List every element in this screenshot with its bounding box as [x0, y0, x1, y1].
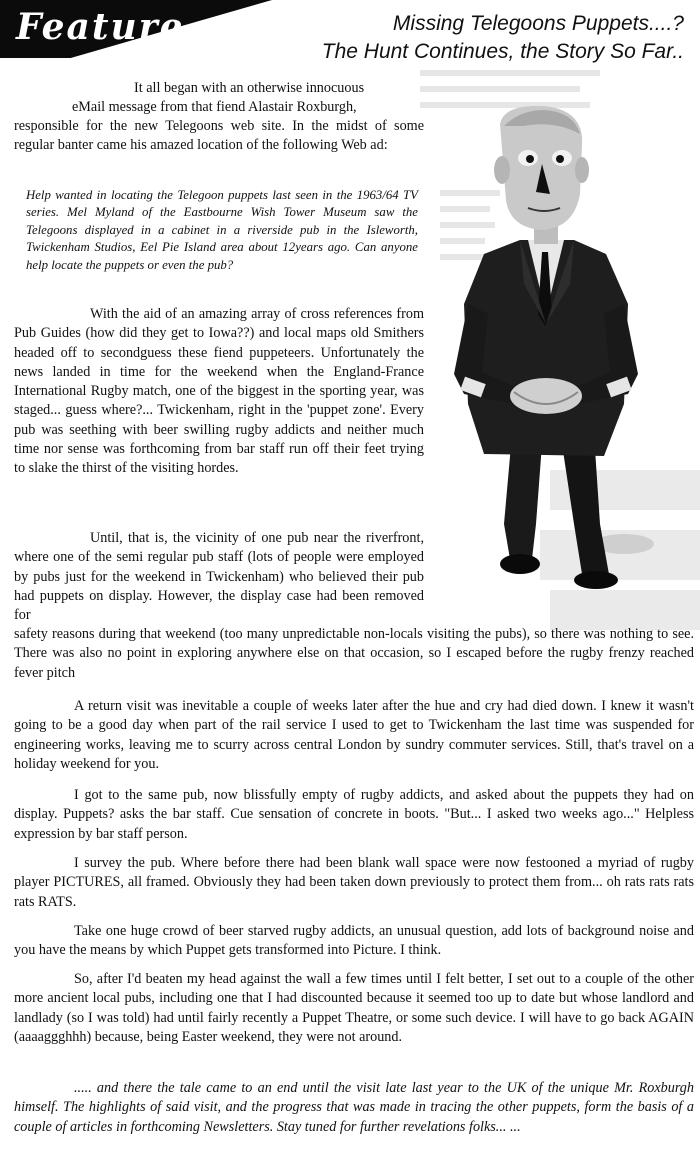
- article-headline: [264, 10, 684, 66]
- headline-line-2: The Hunt Continues, the Story So Far..: [321, 40, 684, 63]
- web-ad-quote: Help wanted in locating the Telegoon puppets last seen in the 1963/64 TV series. Mel Myland of the Eastbourne Wish Tower Museum saw the Telegoons displayed in a cabinet in a riverside pub in the Isleworth, Twickenham Studios, Eel Pie Island area about 12years ago. Can anyone help locate the puppets or even the pub?: [26, 188, 418, 272]
- paragraph-survey-pub: I survey the pub. Where before there had been blank wall space were now festooned a myriad of rugby player PICTURES, all framed. Obviously they had been taken down previously to protect them from... oh rats rats rats rats RATS.: [14, 855, 694, 910]
- intro-paragraph: responsible for the new Telegoons web site. In the midst of some regular banter came his amazed location of the following Web ad:: [14, 118, 424, 154]
- paragraph-return-visit: A return visit was inevitable a couple of weeks later after the hue and cry had died down. I knew it wasn't going to be a good day when part of the rail service I used to get to Twickenham the last time was suspended for engineering works, leaving me to scurry across central London by sundry commuter services. Still, that's travel on a holiday weekend for you.: [14, 698, 694, 772]
- paragraph-same-pub: I got to the same pub, now blissfully empty of rugby addicts, and asked about the puppets they had on display. Puppets? asks the bar staff. Cue sensation of concrete in boots. "But... I asked two weeks ago..." Helpless expression by bar staff person.: [14, 787, 694, 842]
- paragraph-riverfront-pub: Until, that is, the vicinity of one pub near the riverfront, where one of the semi regular pub staff (lots of people were employed by pubs just for the weekend in Twickenham) who believed their pub had puppets on display. However, the display case had been removed for: [14, 530, 424, 624]
- paragraph-ancient-pubs: So, after I'd beaten my head against the wall a few times until I felt better, I set out to a couple of the other more ancient local pubs, including one that I had discounted because it seemed too up to date but whose landlord and landlady (so I was told) had until fairly recently a Puppet Theatre, or some such device. I will have to go back AGAIN (aaaaggghhh) because, being Easter weekend, they were not around.: [14, 971, 694, 1045]
- paragraph-cross-references: With the aid of an amazing array of cross references from Pub Guides (how did they get to Iowa??) and local maps old Smithers headed off to secondguess these fiend puppeteers. Unfortunately the news landed in time for the weekend when the England-France International Rugby match, one of the biggest in the sporting year, was staged... guess where?... Twickenham, right in the 'puppet zone'. Every pub was seething with beer swilling rugby addicts and neither much time nor sense was forthcoming from bar staff run off their feet trying to slake the thirst of the visiting hordes.: [14, 306, 424, 477]
- paragraph-conclusion: ..... and there the tale came to an end until the visit late last year to the UK of the unique Mr. Roxburgh himself. The highlights of said visit, and the progress that was made in tracing the other puppets, form the basis of a couple of articles in forthcoming Newsletters. Stay tuned for further revelations folks... ...: [14, 1080, 694, 1135]
- telegoon-puppet-photo: [424, 104, 700, 592]
- paragraph-crowd: Take one huge crowd of beer starved rugby addicts, an unusual question, add lots of background noise and you have the means by which Puppet gets transformed into Picture. I think.: [14, 923, 694, 959]
- intro-line-1: It all began with an otherwise innocuous: [134, 80, 365, 96]
- intro-line-2: eMail message from that fiend Alastair Roxburgh,: [72, 99, 357, 115]
- paragraph-riverfront-pub-continued: safety reasons during that weekend (too many unpredictable non-locals visiting the pubs), so there was nothing to see. There was also no point in exploring anywhere else on that occasion, so I escaped before the rugby frenzy reached fever pitch: [14, 626, 694, 681]
- headline-line-1: Missing Telegoons Puppets....?: [392, 12, 684, 35]
- feature-banner-label: Feature: [16, 6, 185, 48]
